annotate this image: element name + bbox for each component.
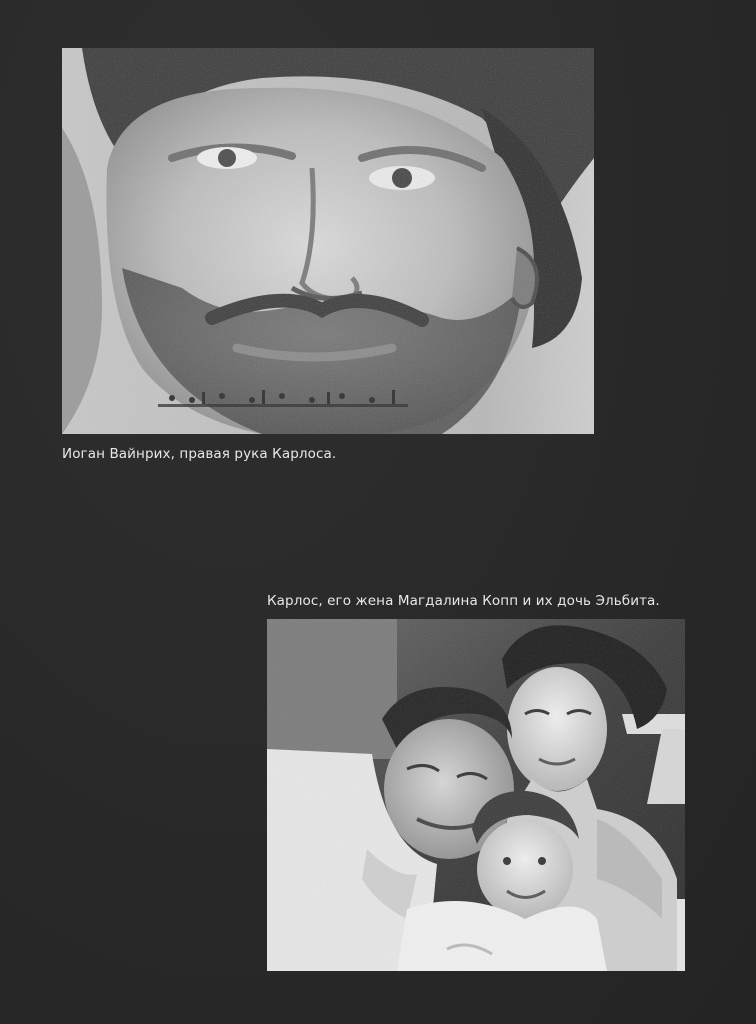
caption-family: Карлос, его жена Магдалина Копп и их дочь Эльбита. xyxy=(267,593,660,609)
portrait-photo xyxy=(62,48,594,434)
family-photo xyxy=(267,619,685,971)
caption-portrait: Иоган Вайнрих, правая рука Карлоса. xyxy=(62,446,337,462)
